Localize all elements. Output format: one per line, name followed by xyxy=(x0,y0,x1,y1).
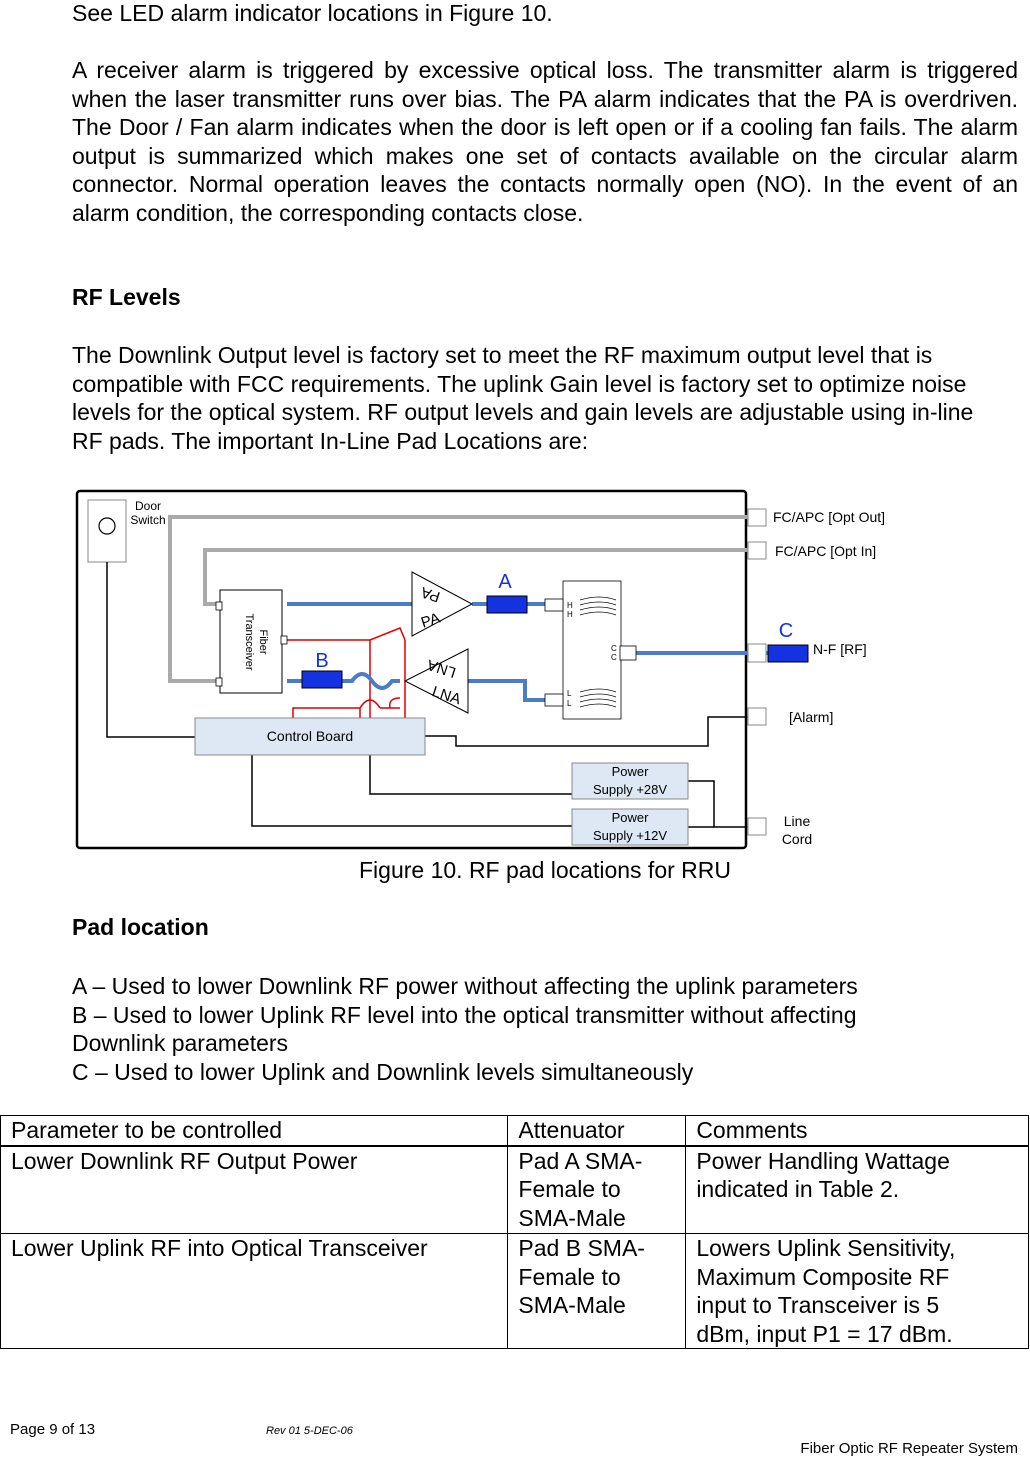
ps28-wire xyxy=(370,755,572,794)
pad-list xyxy=(72,972,858,1086)
ps12-label-1: Power xyxy=(611,810,649,825)
ps12-wire xyxy=(252,755,572,826)
comment-line: Power Handling Wattage xyxy=(696,1147,950,1174)
pad-location-heading: Pad location xyxy=(72,914,209,940)
port-rf xyxy=(748,644,766,662)
door-switch-wire xyxy=(107,562,195,737)
atten-line: SMA-Male xyxy=(518,1292,626,1318)
ps28-label-2: Supply +28V xyxy=(592,782,668,797)
duplexer-h-label-2: H xyxy=(567,610,573,619)
table-header-comments: Comments xyxy=(686,1116,1029,1146)
atten-line: SMA-Male xyxy=(518,1204,626,1231)
line-cord-label-2: Cord xyxy=(781,831,813,847)
atten-line: Pad A SMA- xyxy=(518,1147,643,1174)
revision-label: Rev 01 5-DEC-06 xyxy=(266,1425,353,1437)
ps28-label-1: Power xyxy=(611,764,649,779)
pad-list-item-c: C – Used to lower Uplink and Downlink levels simultaneously xyxy=(72,1058,694,1085)
port-opt-in xyxy=(748,542,766,559)
duplexer-l-label-2: L xyxy=(567,699,572,708)
pad-list-item-b-cont: Downlink parameters xyxy=(72,1030,289,1056)
fiber-transceiver-label-2: Transceiver xyxy=(243,613,255,671)
control-board-label: Control Board xyxy=(266,728,354,744)
parameters-table xyxy=(0,1115,1029,1349)
atten-line: Pad B SMA- xyxy=(518,1235,645,1261)
door-switch-label-2: Switch xyxy=(130,513,166,527)
page-number: Page 9 of 13 xyxy=(10,1421,96,1438)
table-row xyxy=(1,1234,1029,1349)
pa-amplifier xyxy=(412,572,472,636)
duplexer-c-label-2: C xyxy=(611,653,617,662)
pad-c xyxy=(768,645,808,662)
fiber-opt-in-line xyxy=(205,550,748,604)
duplexer-l-label: L xyxy=(567,689,572,698)
alarm-wire xyxy=(425,717,748,746)
comment-line: dBm, input P1 = 17 dBm. xyxy=(696,1320,953,1347)
fiber-transceiver-label-1: Fiber xyxy=(257,629,269,655)
port-opt-out xyxy=(748,509,766,526)
table-cell-comment xyxy=(686,1234,1029,1349)
pad-list-item-b: B – Used to lower Uplink RF level into the optical transmitter without affecting xyxy=(72,1001,857,1028)
table-header-parameter: Parameter to be controlled xyxy=(1,1116,508,1146)
rf-paragraph: The Downlink Output level is factory set to meet the RF maximum output level that is compatible with FCC requirements. The uplink Gain level is factory set to optimize noise levels for the optical system. RF output levels and gain levels are adjustable using in-line RF pads. The important In-Line Pad Locations are: xyxy=(72,342,974,454)
table-cell-attenuator xyxy=(508,1146,686,1234)
duplexer-c-label: C xyxy=(611,644,617,653)
pad-b xyxy=(302,671,342,688)
rru-diagram xyxy=(0,480,1030,860)
atten-line: Female to xyxy=(518,1263,621,1290)
pad-list-item-a: A – Used to lower Downlink RF power without affecting the uplink parameters xyxy=(72,973,858,999)
pad-a-label: A xyxy=(498,571,512,593)
port-opt-in-label: FC/APC [Opt In] xyxy=(775,543,877,559)
document-title: Fiber Optic RF Repeater System xyxy=(800,1440,1018,1457)
table-cell-attenuator xyxy=(508,1234,686,1349)
figure-caption: Figure 10. RF pad locations for RRU xyxy=(359,857,731,883)
port-rf-label: N-F [RF] xyxy=(813,641,867,657)
rf-levels-heading: RF Levels xyxy=(72,284,181,310)
port-alarm xyxy=(748,708,766,725)
lna-label-mirror: LNA xyxy=(425,655,459,681)
duplexer-h-label: H xyxy=(567,601,573,610)
intro-text: See LED alarm indicator locations in Figure 10. xyxy=(72,0,553,26)
pad-a xyxy=(487,596,527,613)
table-header-row xyxy=(1,1116,1029,1146)
atten-line: Female to xyxy=(518,1176,621,1202)
line-cord-label-1: Line xyxy=(783,813,811,829)
port-opt-out-label: FC/APC [Opt Out] xyxy=(773,509,886,525)
pa-label: PA xyxy=(418,609,443,632)
port-alarm-label: [Alarm] xyxy=(789,709,834,725)
table-cell-comment xyxy=(686,1146,1029,1234)
rf-lines xyxy=(287,604,768,700)
comment-line: Lowers Uplink Sensitivity, xyxy=(696,1235,956,1261)
table-cell-parameter: Lower Downlink RF Output Power xyxy=(1,1146,508,1234)
ps12-label-2: Supply +12V xyxy=(592,828,668,843)
port-line-cord xyxy=(748,818,766,835)
table-row xyxy=(1,1146,1029,1234)
door-switch xyxy=(88,500,126,562)
dc-lines xyxy=(283,628,405,718)
line-cord-wire-1 xyxy=(688,781,748,827)
pad-c-label: C xyxy=(778,620,794,642)
comment-line: input to Transceiver is 5 xyxy=(696,1292,940,1318)
comment-line: indicated in Table 2. xyxy=(696,1176,900,1202)
pa-label-mirror: PA xyxy=(418,583,443,606)
lna-label: LNA xyxy=(429,683,463,709)
alarm-paragraph: A receiver alarm is triggered by excessive optical loss. The transmitter alarm is triggered when the laser transmitter runs over bias. The PA alarm indicates that the PA is overdriven. The Door / Fan alarm indicates when the door is left open or if a cooling fan fails. The alarm output is summarized which makes one set of contacts available on the circular alarm connector. Normal operation leaves the contacts normally open (NO). In the event of an alarm condition, the corresponding contacts close. xyxy=(72,57,1018,226)
comment-line: Maximum Composite RF xyxy=(696,1263,950,1290)
table-cell-parameter: Lower Uplink RF into Optical Transceiver xyxy=(1,1234,508,1349)
door-switch-label-1: Door xyxy=(134,499,162,513)
table-header-attenuator: Attenuator xyxy=(508,1116,686,1146)
pad-b-label: B xyxy=(315,650,329,672)
